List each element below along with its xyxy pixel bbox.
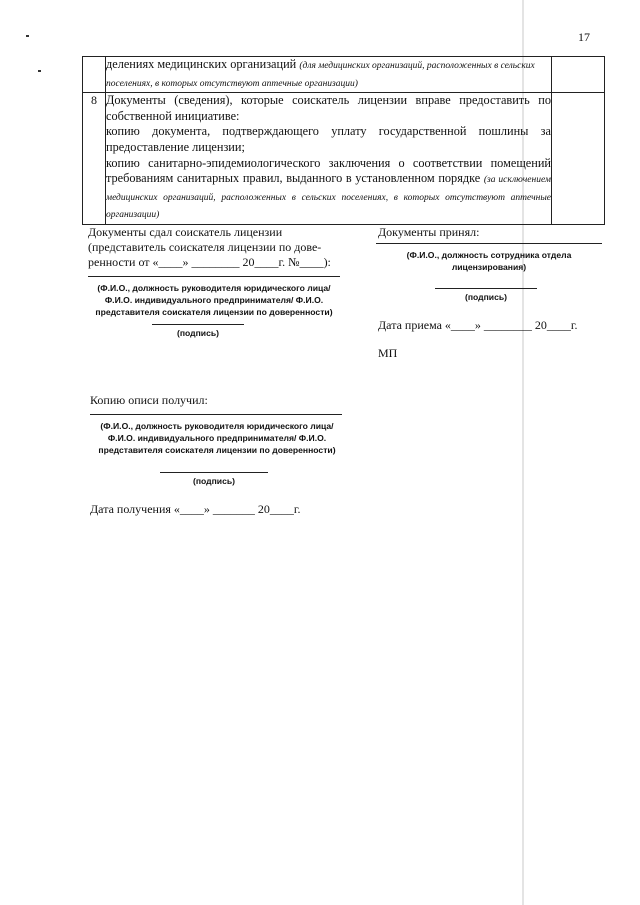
signature-caption: (подпись) <box>464 292 508 302</box>
seal-mark: МП <box>378 346 398 360</box>
name-line <box>88 276 340 277</box>
acceptance-date: Дата приема «____» ________ 20____г. <box>378 318 578 332</box>
row-text: копию санитарно-эпидемиологического заключения о соответствии помещений требованиям санитарных правил, выданного в установленном порядке <box>106 155 551 186</box>
table-row <box>83 57 605 93</box>
accepted-caption: (Ф.И.О., должность сотрудника отдела лицензирования) <box>406 250 572 272</box>
row-text: делениях медицинских организаций <box>106 57 297 71</box>
accepted-title: Документы принял: <box>378 225 480 239</box>
row-note: (за исключением медицинских организаций, расположенных в сельских поселениях, в которых отсутствуют аптечные организации) <box>106 175 551 221</box>
signature-caption: (подпись) <box>176 328 220 338</box>
row-number-cell <box>83 57 106 93</box>
signature-line <box>435 288 537 289</box>
signature-line <box>152 324 244 325</box>
row-empty-cell <box>552 93 605 225</box>
signature-caption: (подпись) <box>192 476 236 486</box>
name-line <box>376 243 602 244</box>
receipt-date: Дата получения «____» _______ 20____г. <box>90 502 301 516</box>
page-number: 17 <box>578 30 590 44</box>
row-text-cell <box>106 57 552 93</box>
row-note: (для медицинских организаций, расположенных в сельских поселениях, в которых отсутствуют аптечные организации) <box>106 61 535 89</box>
copy-received-title: Копию описи получил: <box>90 393 208 407</box>
scan-speck <box>38 70 41 72</box>
row-number: 8 <box>83 93 106 225</box>
table-row <box>83 93 605 225</box>
submitted-title: Документы сдал соискатель лицензии (представитель соискателя лицензии по дове- ренности от «____» ________ 20____г. №____): <box>88 225 331 269</box>
row-text: копию документа, подтверждающего уплату государственной пошлины за предоставление лицензии; <box>106 124 551 154</box>
documents-table <box>82 56 605 225</box>
scan-speck <box>26 35 29 37</box>
submitted-caption: (Ф.И.О., должность руководителя юридического лица/ Ф.И.О. индивидуального предпринимателя/ Ф.И.О. представителя соискателя лицензии по доверенности) <box>95 283 333 317</box>
row-text-cell <box>106 93 552 225</box>
row-text: Документы (сведения), которые соискатель лицензии вправе предоставить по собственной инициативе: <box>106 93 551 123</box>
name-line <box>90 414 342 415</box>
signature-line <box>160 472 268 473</box>
copy-received-caption: (Ф.И.О., должность руководителя юридического лица/ Ф.И.О. индивидуального предпринимателя/ Ф.И.О. представителя соискателя лицензии по доверенности) <box>98 421 336 455</box>
row-empty-cell <box>552 57 605 93</box>
